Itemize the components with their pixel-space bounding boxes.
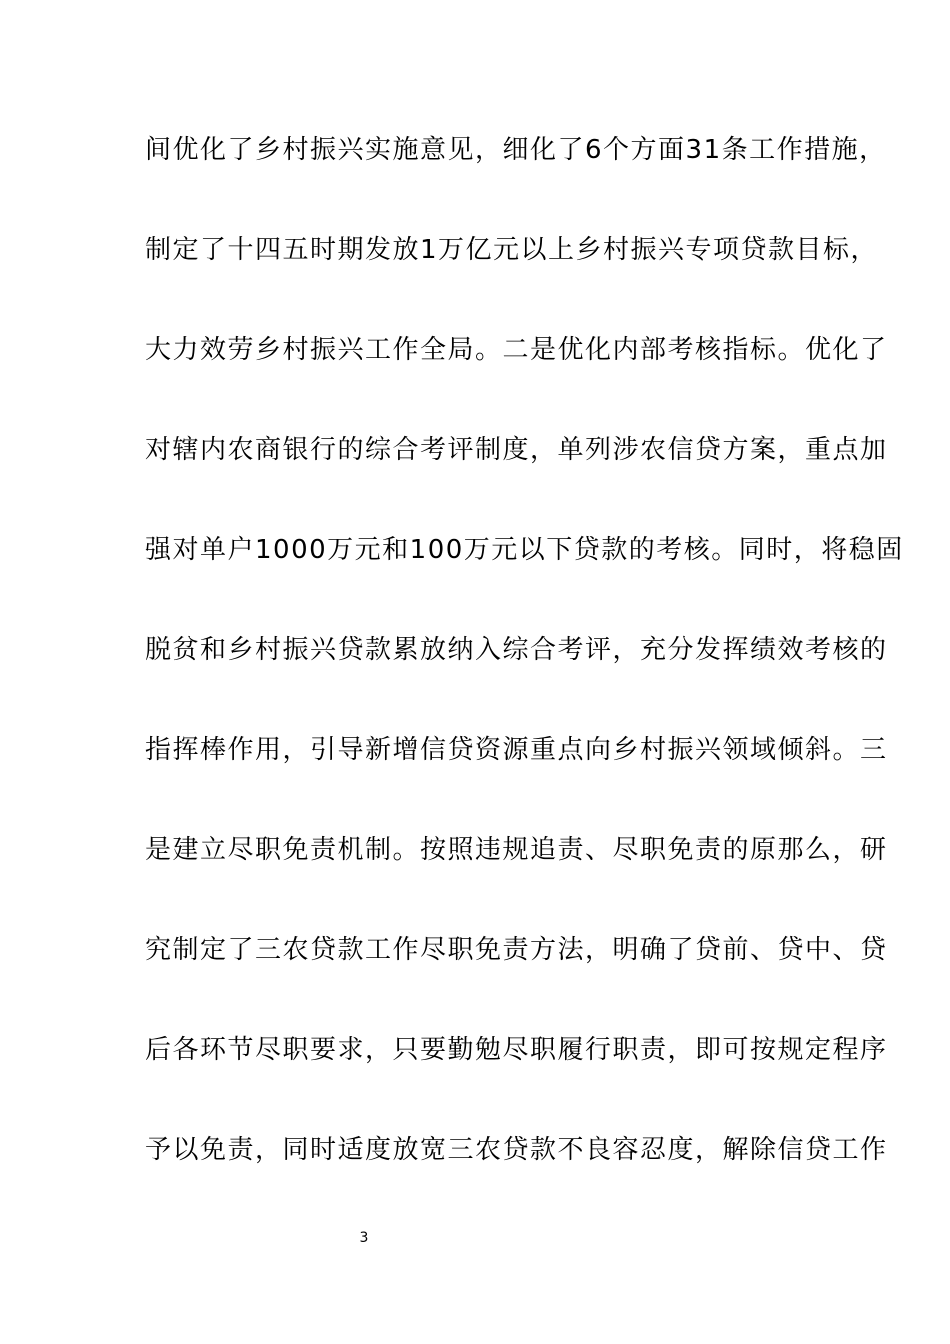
body-paragraph	[145, 120, 904, 1220]
text-line: 究制定了三农贷款工作尽职免责方法，明确了贷前、贷中、贷	[145, 935, 888, 965]
page-number: 3	[359, 1230, 369, 1246]
text-line: 对辖内农商银行的综合考评制度，单列涉农信贷方案，重点加	[145, 435, 888, 465]
text-line: 制定了十四五时期发放1万亿元以上乡村振兴专项贷款目标，	[145, 235, 879, 265]
text-line: 间优化了乡村振兴实施意见，细化了6个方面31条工作措施，	[145, 135, 887, 165]
text-line: 大力效劳乡村振兴工作全局。二是优化内部考核指标。优化了	[145, 335, 888, 365]
text-line: 脱贫和乡村振兴贷款累放纳入综合考评，充分发挥绩效考核的	[145, 635, 888, 665]
text-line: 指挥棒作用，引导新增信贷资源重点向乡村振兴领域倾斜。三	[145, 735, 888, 765]
text-line: 是建立尽职免责机制。按照违规追责、尽职免责的原那么，研	[145, 835, 888, 865]
text-line: 后各环节尽职要求，只要勤勉尽职履行职责，即可按规定程序	[145, 1035, 888, 1065]
text-line: 强对单户1000万元和100万元以下贷款的考核。同时，将稳固	[145, 535, 904, 565]
text-line: 予以免责，同时适度放宽三农贷款不良容忍度，解除信贷工作	[145, 1135, 888, 1165]
